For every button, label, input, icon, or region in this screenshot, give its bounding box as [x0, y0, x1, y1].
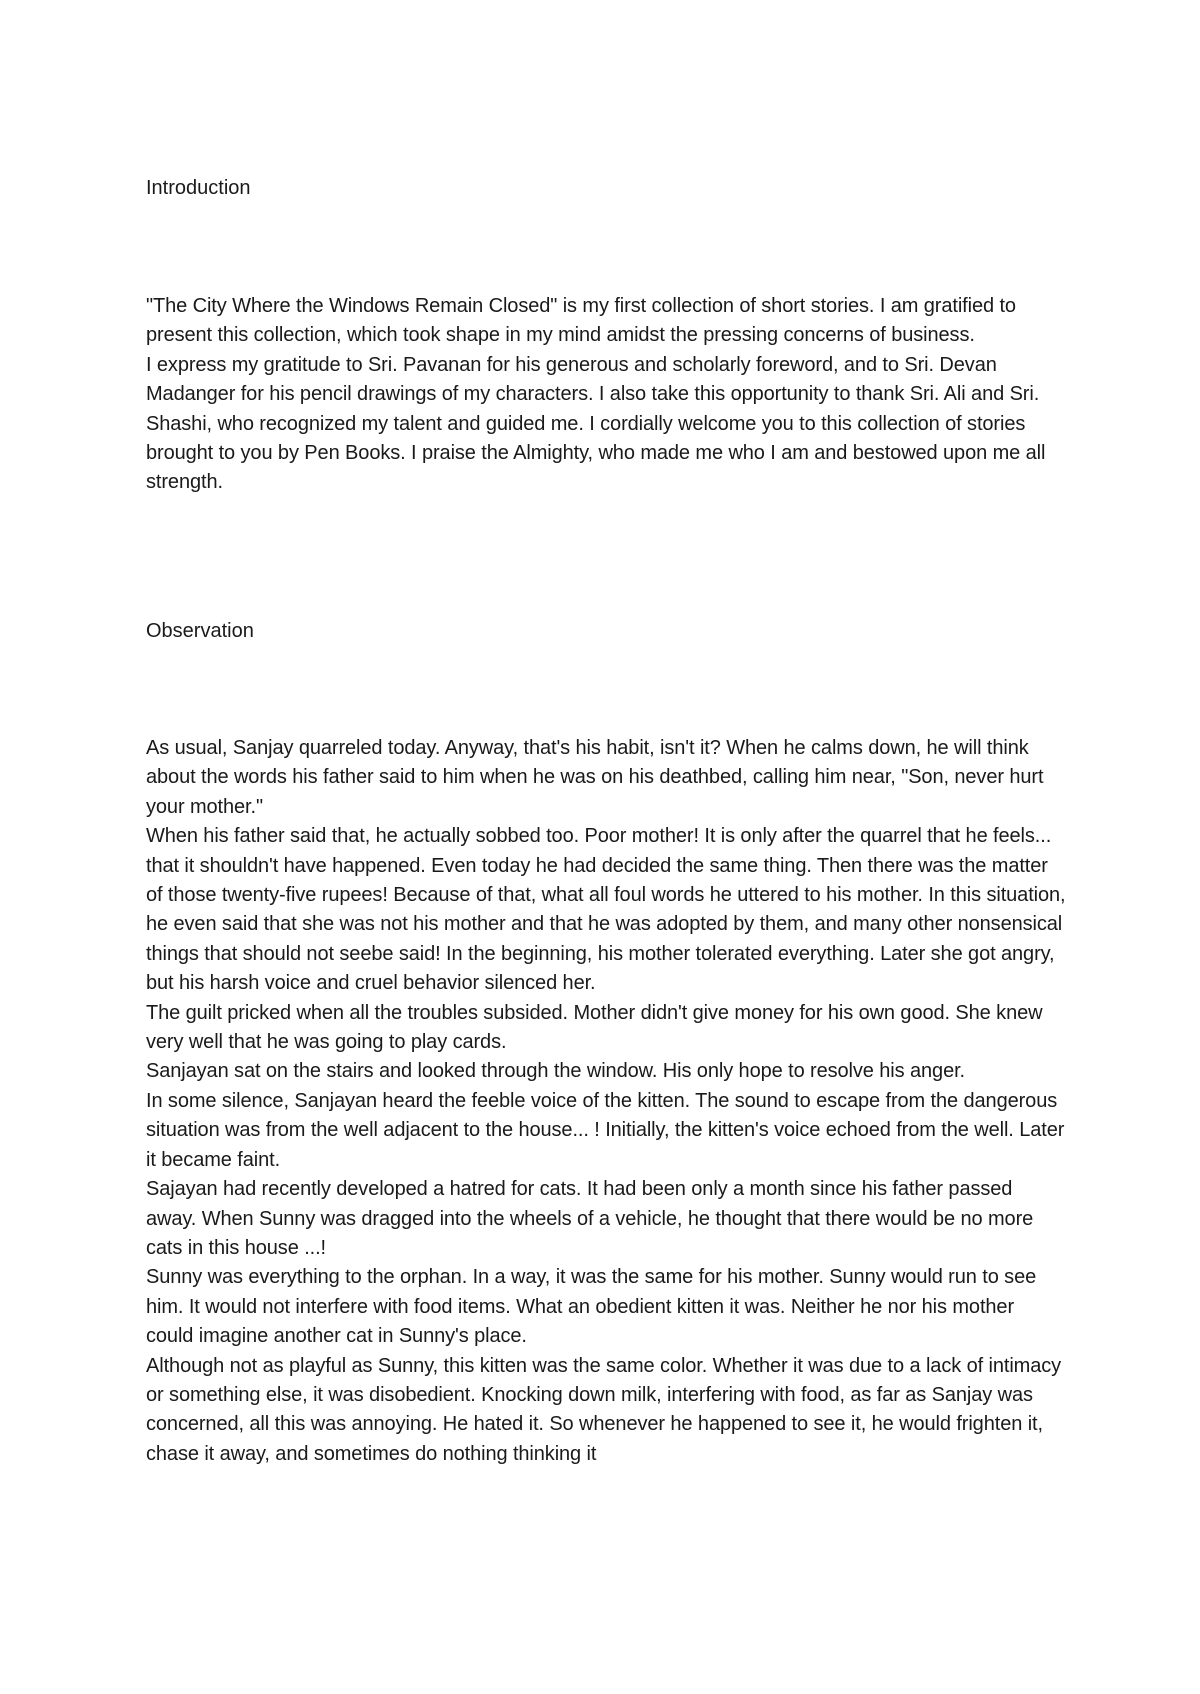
paragraph: The guilt pricked when all the troubles subsided. Mother didn't give money for his own good. She knew very well that he was going to play cards.	[146, 1001, 1043, 1054]
document-page	[146, 0, 1066, 1694]
paragraph: Sunny was everything to the orphan. In a way, it was the same for his mother. Sunny would run to see him. It would not interfere with food items. What an obedient kitten it was. Neither he nor his mother could imagine another cat in Sunny's place.	[146, 1266, 1037, 1348]
observation-body	[146, 734, 1066, 1469]
paragraph: Sanjayan sat on the stairs and looked through the window. His only hope to resolve his anger.	[146, 1060, 966, 1083]
paragraph: I express my gratitude to Sri. Pavanan for his generous and scholarly foreword, and to Sri. Devan Madanger for his pencil drawings of my characters. I also take this opportunity to thank Sri. Ali and Sri. Shashi, who recognized my talent and guided me. I cordially welcome you to this collection of stories brought to you by Pen Books. I praise the Almighty, who made me who I am and bestowed upon me all strength.	[146, 353, 1046, 494]
paragraph: Sajayan had recently developed a hatred for cats. It had been only a month since his father passed away. When Sunny was dragged into the wheels of a vehicle, he thought that there would be no more cats in this house ...!	[146, 1178, 1034, 1259]
introduction-body	[146, 292, 1066, 498]
paragraph: In some silence, Sanjayan heard the feeble voice of the kitten. The sound to escape from the dangerous situation was from the well adjacent to the house... ! Initially, the kitten's voice echoed from the well. Later it became faint.	[146, 1089, 1065, 1171]
paragraph: Although not as playful as Sunny, this kitten was the same color. Whether it was due to a lack of intimacy or something else, it was disobedient. Knocking down milk, interfering with food, as far as Sanjay was concerned, all this was annoying. He hated it. So whenever he happened to see it, he would frighten it, chase it away, and sometimes do nothing thinking it	[146, 1354, 1062, 1465]
paragraph: When his father said that, he actually sobbed too. Poor mother! It is only after the quarrel that he feels... that it shouldn't have happened. Even today he had decided the same thing. Then there was the matter of those twenty-five rupees! Because of that, what all foul words he uttered to his mother. In this situation, he even said that she was not his mother and that he was adopted by them, and many other nonsensical things that should not seebe said! In the beginning, his mother tolerated everything. Later she got angry, but his harsh voice and cruel behavior silenced her.	[146, 825, 1066, 995]
paragraph: As usual, Sanjay quarreled today. Anyway, that's his habit, isn't it? When he calms down, he will think about the words his father said to him when he was on his deathbed, calling him near, "Son, never hurt your mother."	[146, 737, 1044, 818]
paragraph: "The City Where the Windows Remain Closed" is my first collection of short stories. I am gratified to present this collection, which took shape in my mind amidst the pressing concerns of business.	[146, 295, 1016, 347]
section-heading-observation: Observation	[146, 620, 254, 642]
section-heading-introduction: Introduction	[146, 177, 251, 199]
